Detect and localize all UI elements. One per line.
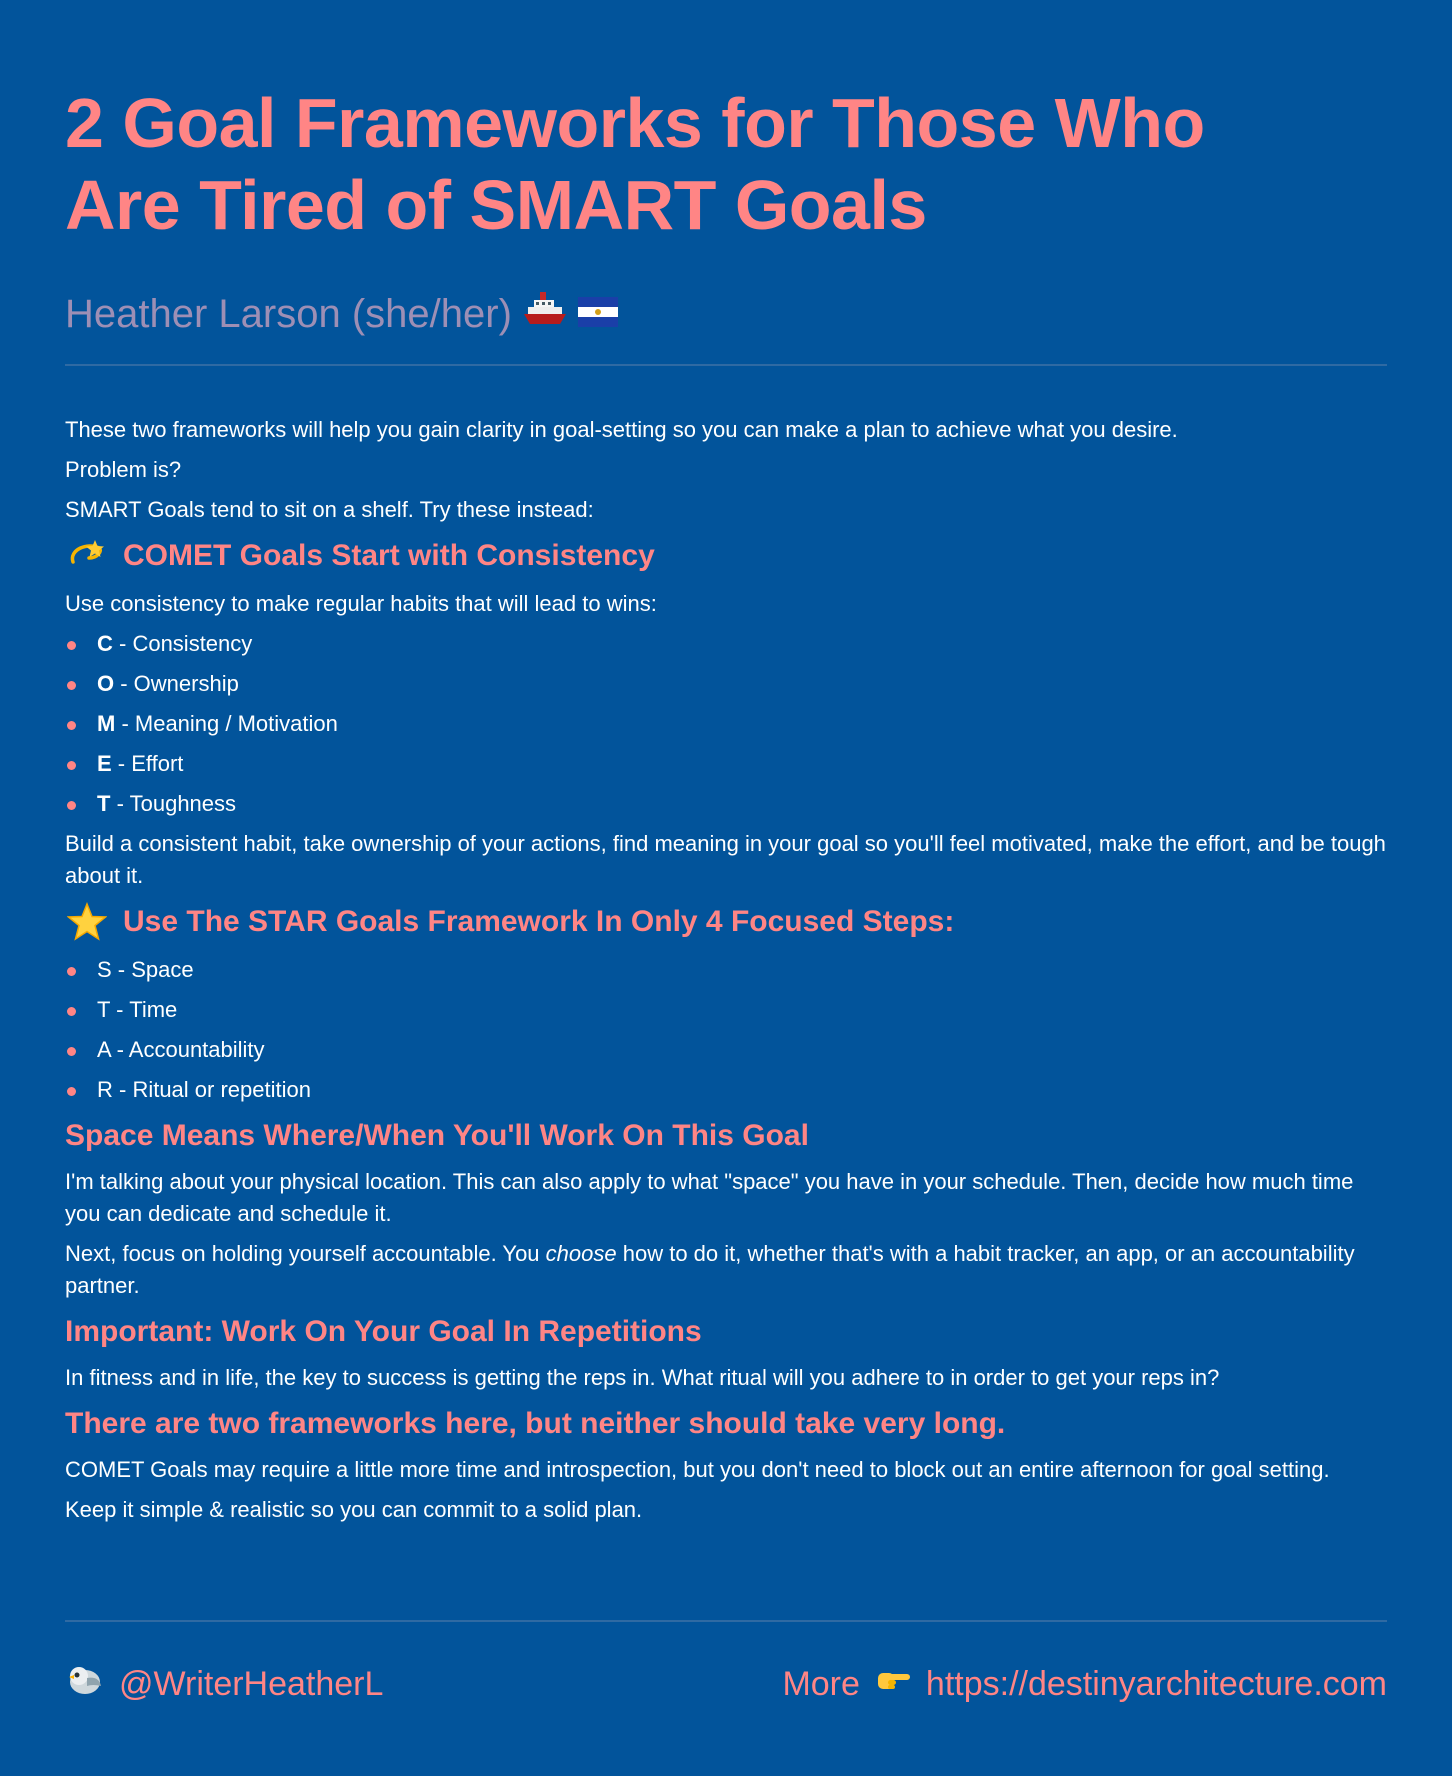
list-item [65, 628, 1387, 660]
intro-paragraph-2: Problem is? [65, 457, 182, 482]
footer-divider [65, 1620, 1387, 1622]
pointing-right-icon [874, 1665, 912, 1704]
comet-heading-text: COMET Goals Start with Consistency [123, 539, 655, 572]
closing-heading: There are two frameworks here, but neither should take very long. [65, 1407, 1006, 1440]
bird-icon [65, 1662, 105, 1707]
list-item [65, 748, 1387, 780]
space-p2-emphasis: choose [545, 1241, 617, 1266]
closing-paragraph-1: COMET Goals may require a little more time and introspection, but you don't need to block out an entire afternoon for goal setting. [65, 1457, 1330, 1482]
footer-handle-group [65, 1662, 383, 1707]
list-item [65, 708, 1387, 740]
page-title [65, 82, 1385, 246]
comet-heading [65, 534, 1387, 578]
comet-letter: M [97, 711, 116, 736]
intro-paragraph-1: These two frameworks will help you gain clarity in goal-setting so you can make a plan to achieve what you desire. [65, 417, 1178, 442]
space-heading: Space Means Where/When You'll Work On This Goal [65, 1119, 809, 1152]
footer [65, 1660, 1387, 1708]
list-item: R - Ritual or repetition [65, 1074, 1387, 1106]
list-item: A - Accountability [65, 1034, 1387, 1066]
ship-icon [522, 288, 568, 340]
list-item: S - Space [65, 954, 1387, 986]
closing-paragraph-2: Keep it simple & realistic so you can commit to a solid plan. [65, 1497, 643, 1522]
intro-paragraph-3: SMART Goals tend to sit on a shelf. Try these instead: [65, 497, 594, 522]
comet-term: - Toughness [110, 791, 237, 816]
comet-term: - Ownership [114, 671, 239, 696]
space-paragraph-1: I'm talking about your physical location. This can also apply to what "space" you have in your schedule. Then, decide how much time you can dedicate and schedule it. [65, 1169, 1354, 1226]
list-item: T - Time [65, 994, 1387, 1026]
footer-more-group [782, 1665, 1387, 1704]
title-line-2: Are Tired of SMART Goals [65, 166, 927, 244]
star-icon [65, 900, 109, 944]
comet-term: - Consistency [112, 631, 253, 656]
list-item [65, 668, 1387, 700]
list-item [65, 788, 1387, 820]
more-label: More [782, 1664, 860, 1703]
flag-el-salvador-icon [578, 289, 618, 339]
comet-letter: O [97, 671, 115, 696]
star-heading [65, 900, 1387, 944]
space-paragraph-2 [65, 1238, 1387, 1302]
comet-list [65, 628, 1387, 820]
dizzy-star-icon [65, 534, 109, 578]
comet-letter: C [97, 631, 113, 656]
comet-term: - Meaning / Motivation [115, 711, 338, 736]
twitter-handle-link[interactable]: @WriterHeatherL [119, 1664, 384, 1703]
important-paragraph: In fitness and in life, the key to success is getting the reps in. What ritual will you adhere to in order to get your reps in? [65, 1365, 1220, 1390]
comet-term: - Effort [111, 751, 184, 776]
space-p2-after: how to do it, whether that's with a habit tracker, an app, or an accountability partner. [65, 1241, 1355, 1298]
space-p2-before: Next, focus on holding yourself accountable. You [65, 1241, 546, 1266]
website-link[interactable]: https://destinyarchitecture.com [925, 1664, 1387, 1703]
header-divider [65, 364, 1387, 366]
important-heading: Important: Work On Your Goal In Repetitions [65, 1315, 702, 1348]
comet-letter: T [97, 791, 111, 816]
author-name: Heather Larson (she/her) [65, 292, 512, 336]
comet-summary: Build a consistent habit, take ownership of your actions, find meaning in your goal so you'll feel motivated, make the effort, and be tough about it. [65, 831, 1386, 888]
comet-lead: Use consistency to make regular habits that will lead to wins: [65, 591, 657, 616]
article-body [65, 414, 1387, 1534]
title-line-1: 2 Goal Frameworks for Those Who [65, 84, 1205, 162]
comet-letter: E [97, 751, 112, 776]
star-heading-text: Use The STAR Goals Framework In Only 4 Focused Steps: [123, 905, 955, 938]
star-list [65, 954, 1387, 1106]
author-line [65, 288, 618, 340]
